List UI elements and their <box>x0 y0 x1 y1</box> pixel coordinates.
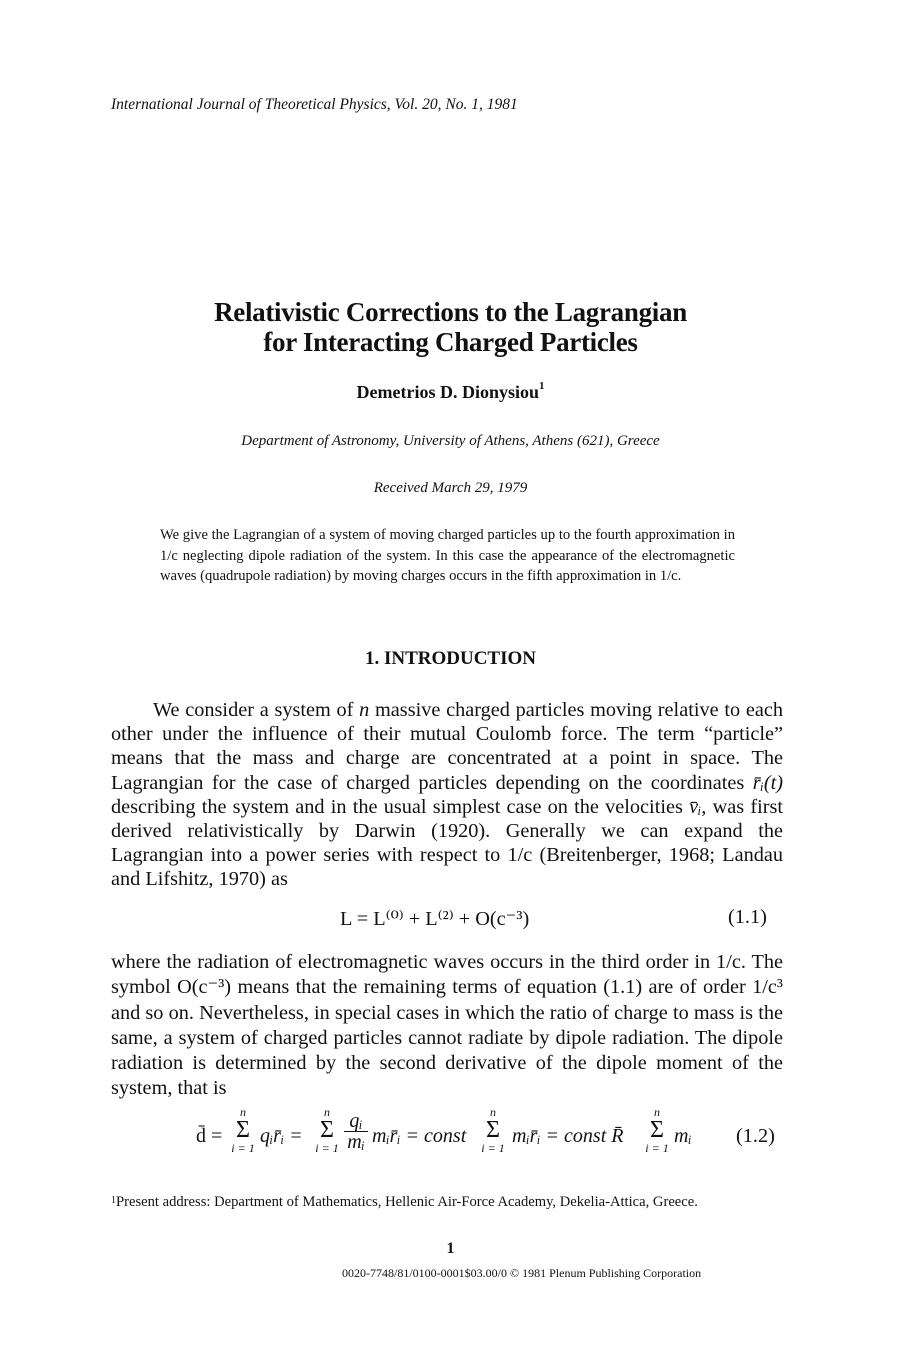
author-name <box>0 382 901 403</box>
intro-paragraph-2: where the radiation of electromagnetic waves occurs in the third order in 1/c. The symbol O(c⁻³) means that the remaining terms of equation (1.1) are of order 1/c³ and so on. Nevertheless, in special cases in which the ratio of charge to mass is the same, a system of charged particles cannot radiate by dipole radiation. The dipole radiation is determined by the second derivative of the dipole moment of the system, that is <box>111 951 783 1100</box>
sum-upper: n <box>654 1105 660 1119</box>
eq2-lhs: d̄ = <box>196 1125 223 1147</box>
fraction-denominator: mᵢ <box>347 1131 365 1153</box>
sum-upper: n <box>240 1105 246 1119</box>
eq2-sum-4 <box>644 1105 670 1155</box>
sigma-icon: Σ <box>650 1117 664 1143</box>
p1-part-d: , was first derived relativistically by Darwin (1920). Generally we can expand the Lagrangian into a power series with respect to 1/c (Breitenberger, 1968; Landau and Lifshitz, 1970) as <box>111 795 784 891</box>
eq2-term-2: mᵢr̄ᵢ = const <box>372 1125 467 1147</box>
footnote <box>111 1192 783 1212</box>
p1-part-a: We consider a system of <box>153 699 360 721</box>
eq2-term-3: mᵢr̄ᵢ = const R̄ <box>512 1125 624 1147</box>
sum-lower: i = 1 <box>315 1141 339 1155</box>
paper-title-line-1: Relativistic Corrections to the Lagrangian <box>214 297 687 327</box>
author-footnote-mark: 1 <box>539 380 545 392</box>
sum-upper: n <box>324 1105 330 1119</box>
p1-part-b: massive charged particles moving relative to each other under the influence of their mutual Coulomb force. The term “particle” means that the mass and charge are concentrated at a point in space. The Lagrangian for the case of charged particles depending on the coordinates <box>111 699 784 794</box>
equation-1-2-number: (1.2) <box>736 1125 775 1147</box>
sigma-icon: Σ <box>486 1117 500 1143</box>
eq2-sum-2 <box>314 1105 340 1155</box>
copyright-text: 0020-7748/81/0100-0001$03.00/0 © 1981 Plenum Publishing Corporation <box>342 1266 702 1280</box>
eq2-sum-3 <box>480 1105 506 1155</box>
author-affiliation: Department of Astronomy, University of Athens, Athens (621), Greece <box>241 433 660 449</box>
eq2-term-4: mᵢ <box>674 1125 692 1147</box>
equation-1-2 <box>196 1105 756 1165</box>
paper-title-line-2: for Interacting Charged Particles <box>263 327 638 357</box>
received-date: Received March 29, 1979 <box>373 480 528 496</box>
footnote-text: Present address: Department of Mathematics, Hellenic Air-Force Academy, Dekelia-Attica, Greece. <box>116 1194 698 1210</box>
journal-header: International Journal of Theoretical Physics, Vol. 20, No. 1, 1981 <box>111 96 518 113</box>
page-number: 1 <box>446 1240 455 1257</box>
equation-1-1-number: (1.1) <box>728 906 767 928</box>
p1-var-ri: r̄ᵢ(t) <box>752 771 783 794</box>
sum-lower: i = 1 <box>231 1141 255 1155</box>
sigma-icon: Σ <box>236 1117 250 1143</box>
footnote-mark: 1 <box>111 1195 116 1206</box>
sum-upper: n <box>490 1105 496 1119</box>
section-heading: 1. INTRODUCTION <box>364 648 537 669</box>
eq2-sum-1 <box>230 1105 256 1155</box>
eq2-fraction <box>344 1111 368 1152</box>
abstract: We give the Lagrangian of a system of moving charged particles up to the fourth approximation in 1/c neglecting dipole radiation of the system. In this case the appearance of the electromagnetic waves (quadrupole radiation) by moving charges occurs in the fifth approximation in 1/c. <box>160 527 735 584</box>
sum-lower: i = 1 <box>645 1141 669 1155</box>
author-name-text: Demetrios D. Dionysiou <box>356 382 539 402</box>
equation-1-1: L = L⁽⁰⁾ + L⁽²⁾ + O(c⁻³) <box>340 908 530 930</box>
intro-paragraph-1 <box>111 698 783 892</box>
p1-var-n: n <box>359 699 370 721</box>
fraction-numerator: qᵢ <box>344 1111 368 1132</box>
p1-var-vi: v̄ᵢ <box>689 795 702 818</box>
eq2-term-1: qᵢr̄ᵢ = <box>260 1125 303 1147</box>
sum-lower: i = 1 <box>481 1141 505 1155</box>
p1-part-c: describing the system and in the usual simplest case on the velocities <box>111 795 690 818</box>
sigma-icon: Σ <box>320 1117 334 1143</box>
